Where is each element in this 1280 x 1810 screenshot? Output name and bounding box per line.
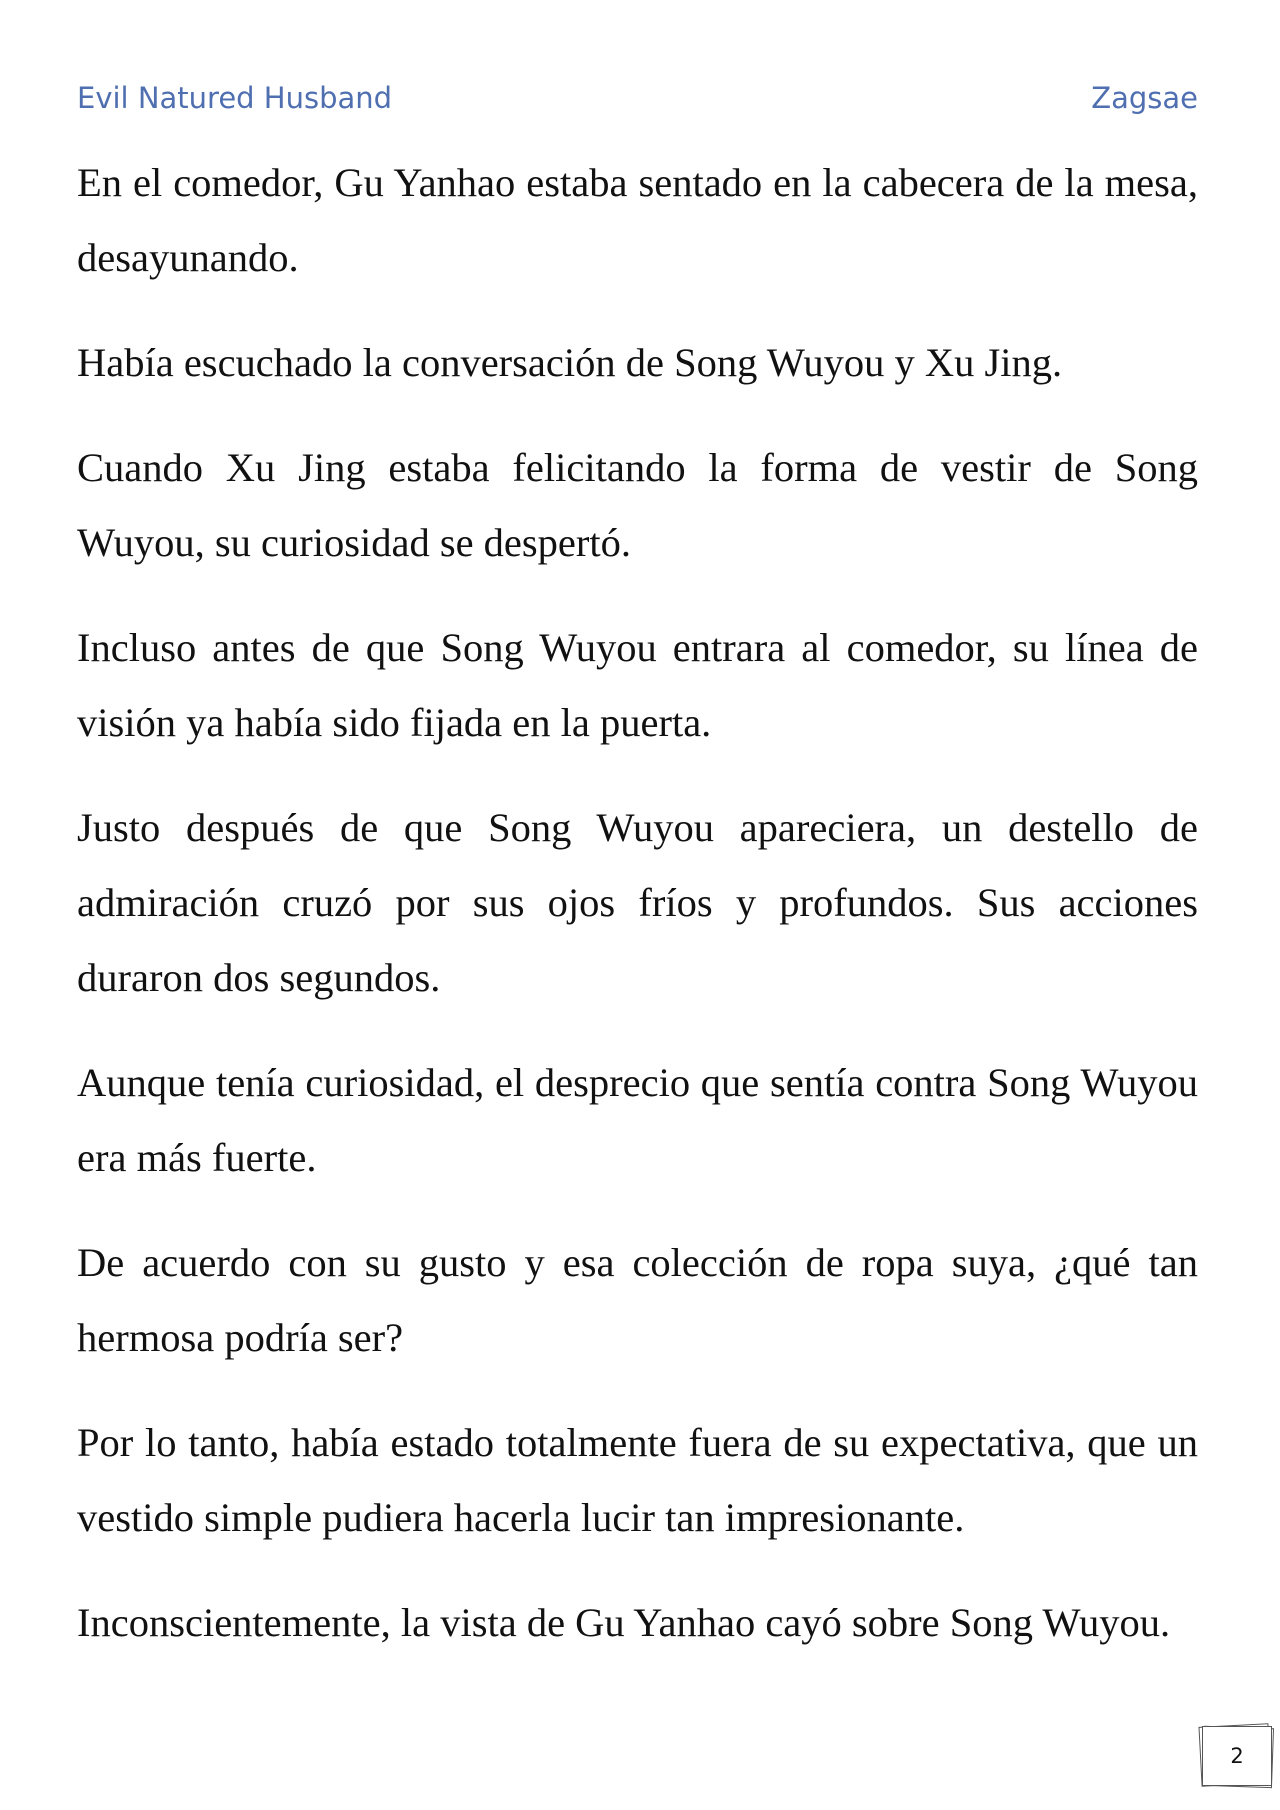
header-author: Zagsae xyxy=(1091,81,1198,115)
page-number: 2 xyxy=(1202,1726,1272,1786)
paragraph: Aunque tenía curiosidad, el desprecio que sentía contra Song Wuyou era más fuerte. xyxy=(77,1060,1198,1180)
paragraph: De acuerdo con su gusto y esa colección de ropa suya, ¿qué tan hermosa podría ser? xyxy=(77,1240,1198,1360)
paragraph: En el comedor, Gu Yanhao estaba sentado en la cabecera de la mesa, desayunando. xyxy=(77,160,1198,280)
paragraph: Había escuchado la conversación de Song Wuyou y Xu Jing. xyxy=(77,340,1063,385)
paragraph: Inconscientemente, la vista de Gu Yanhao cayó sobre Song Wuyou. xyxy=(77,1600,1171,1645)
paragraph: Justo después de que Song Wuyou apareciera, un destello de admiración cruzó por sus ojos fríos y profundos. Sus acciones duraron dos segundos. xyxy=(77,805,1198,1000)
paragraph: Incluso antes de que Song Wuyou entrara al comedor, su línea de visión ya había sido fijada en la puerta. xyxy=(77,625,1198,745)
header-book-title: Evil Natured Husband xyxy=(77,81,393,115)
document-body xyxy=(77,145,1198,1690)
page-number-box xyxy=(1198,1723,1274,1789)
page-header xyxy=(77,76,1198,120)
paragraph: Cuando Xu Jing estaba felicitando la forma de vestir de Song Wuyou, su curiosidad se despertó. xyxy=(77,445,1198,565)
paragraph: Por lo tanto, había estado totalmente fuera de su expectativa, que un vestido simple pudiera hacerla lucir tan impresionante. xyxy=(77,1420,1198,1540)
